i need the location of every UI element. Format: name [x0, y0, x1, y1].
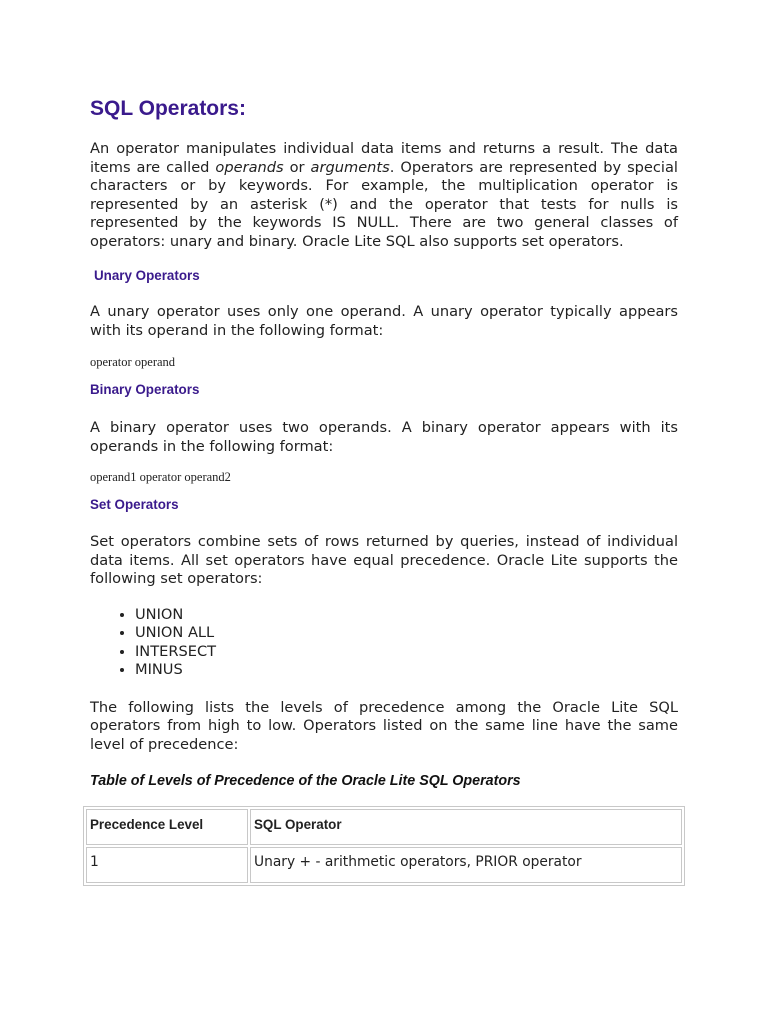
set-heading: Set Operators — [90, 497, 179, 512]
intro-text-3: . Operators are represented by special characters or by keywords. For example, the multiplication operator is represented by an asterisk (*) and the operator that tests for nulls is represented by the keywords IS NULL. There are two general classes of operators: unary and binary. Oracle Lite SQL also supports set operators. — [90, 158, 678, 250]
table-cell-level: 1 — [86, 847, 248, 883]
list-item: • UNION — [135, 606, 678, 625]
set-operators-list — [90, 606, 678, 680]
intro-term-arguments: arguments — [310, 158, 390, 176]
binary-format-code: operand1 operator operand2 — [90, 470, 231, 484]
list-item: • INTERSECT — [135, 643, 678, 662]
unary-paragraph: A unary operator uses only one operand. A unary operator typically appears with its operand in the following format: — [90, 303, 678, 339]
table-caption: Table of Levels of Precedence of the Oracle Lite SQL Operators — [90, 773, 521, 789]
binary-paragraph: A binary operator uses two operands. A binary operator appears with its operands in the following format: — [90, 419, 678, 455]
precedence-paragraph: The following lists the levels of precedence among the Oracle Lite SQL operators from high to low. Operators listed on the same line have the same level of precedence: — [90, 698, 678, 753]
page-title: SQL Operators: — [90, 97, 246, 120]
header-precedence-level: Precedence Level — [86, 809, 248, 845]
table-header-row — [86, 809, 682, 845]
unary-heading: Unary Operators — [94, 268, 200, 283]
precedence-table — [83, 806, 685, 886]
table-row — [86, 847, 682, 883]
intro-term-operands: operands — [215, 158, 284, 176]
header-sql-operator: SQL Operator — [250, 809, 682, 845]
list-item: • MINUS — [135, 661, 678, 680]
intro-text-1: An operator manipulates individual data items and returns a result. The data items are called — [90, 140, 678, 176]
binary-heading: Binary Operators — [90, 382, 200, 397]
set-paragraph: Set operators combine sets of rows returned by queries, instead of individual data items. All set operators have equal precedence. Oracle Lite supports the following set operators: — [90, 533, 678, 587]
intro-paragraph — [90, 140, 678, 251]
intro-text-2: or — [283, 158, 311, 176]
unary-format-code: operator operand — [90, 355, 176, 369]
list-item: • UNION ALL — [135, 624, 678, 643]
table-cell-operator: Unary + - arithmetic operators, PRIOR operator — [250, 847, 682, 883]
document-page — [90, 96, 678, 886]
